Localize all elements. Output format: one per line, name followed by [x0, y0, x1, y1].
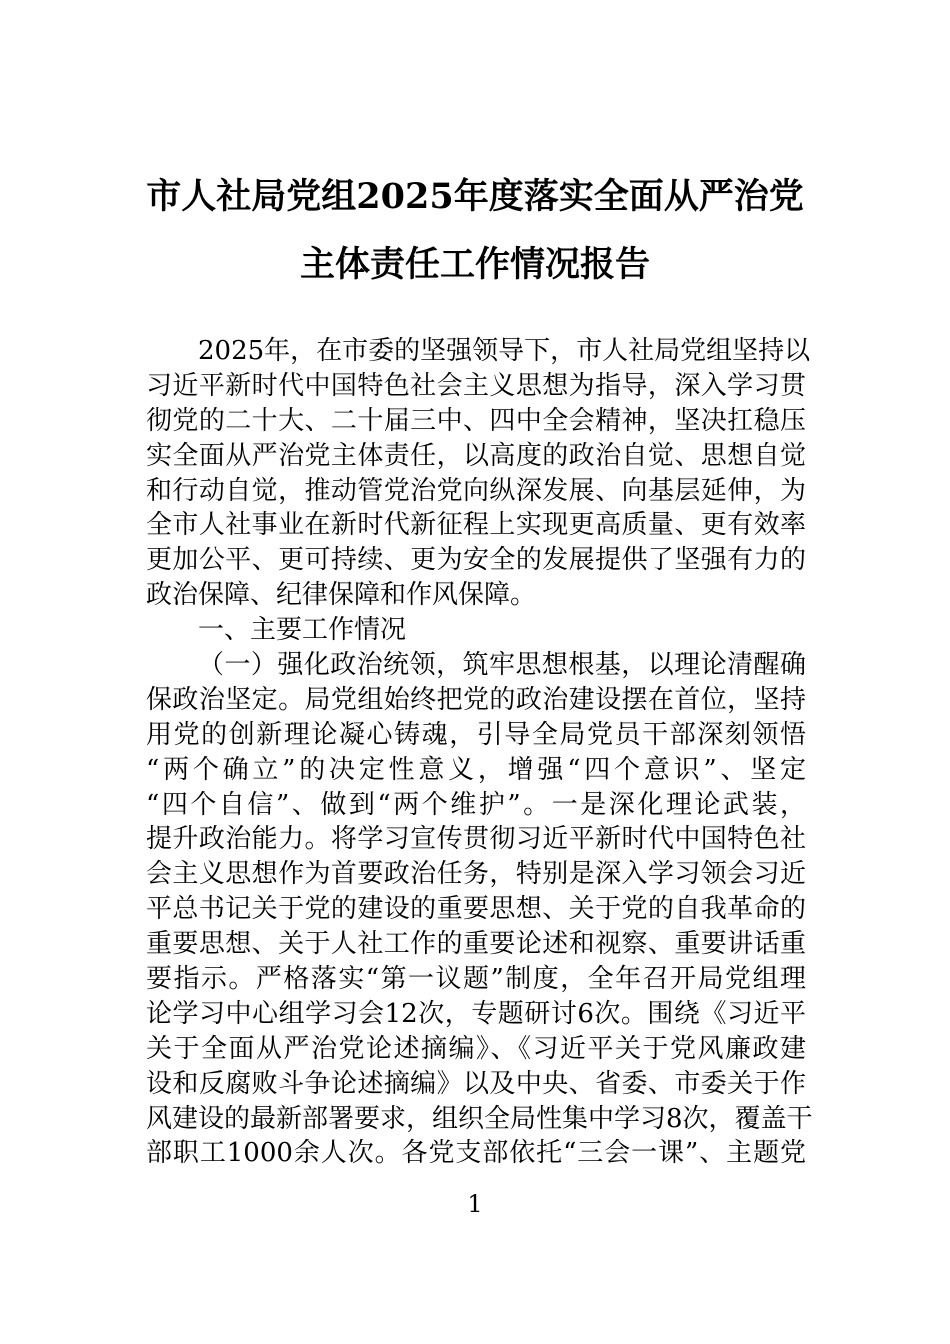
text-line: 保政治坚定。局党组始终把党的政治建设摆在首位，坚持	[146, 684, 806, 715]
text-line: 2025年，在市委的坚强领导下，市人社局党组坚持以	[198, 336, 811, 366]
text-line: 平总书记关于党的建设的重要思想、关于党的自我革命的	[146, 894, 806, 925]
text-line: 风建设的最新部署要求，组织全局性集中学习8次，覆盖干	[146, 1103, 813, 1134]
text-line: 全市人社事业在新时代新征程上实现更高质量、更有效率	[146, 510, 806, 541]
text-line: （一）强化政治统领，筑牢思想根基，以理论清醒确	[198, 650, 806, 681]
document-title-line-1: 市人社局党组2025年度落实全面从严治党	[146, 176, 804, 217]
text-line: 会主义思想作为首要政治任务，特别是深入学习领会习近	[146, 859, 806, 890]
text-line: 和行动自觉，推动管党治党向纵深发展、向基层延伸，为	[146, 475, 806, 506]
text-line: 重要思想、关于人社工作的重要论述和视察、重要讲话重	[146, 929, 806, 960]
text-line: 提升政治能力。将学习宣传贯彻习近平新时代中国特色社	[146, 824, 806, 855]
paragraph-section-1	[146, 648, 813, 1171]
text-line: “两个确立”的决定性意义，增强“四个意识”、坚定	[146, 754, 806, 785]
text-line: 关于全面从严治党论述摘编》、《习近平关于党风廉政建	[146, 1033, 806, 1064]
text-line: 用党的创新理论凝心铸魂，引导全局党员干部深刻领悟	[146, 719, 806, 750]
section-heading	[146, 613, 806, 648]
text-line: “四个自信”、做到“两个维护”。一是深化理论武装，	[146, 789, 806, 820]
document-body	[146, 334, 813, 1171]
text-line: 彻党的二十大、二十届三中、四中全会精神，坚决扛稳压	[146, 405, 806, 436]
paragraph-intro	[146, 334, 811, 613]
text-line: 论学习中心组学习会12次，专题研讨6次。围绕《习近平	[146, 998, 806, 1029]
text-line: 习近平新时代中国特色社会主义思想为指导，深入学习贯	[146, 370, 806, 401]
document-title-line-2: 主体责任工作情况报告	[299, 244, 650, 285]
text-line: 政治保障、纪律保障和作风保障。	[146, 580, 537, 611]
page-number: 1	[467, 1190, 483, 1218]
text-line: 设和反腐败斗争论述摘编》以及中央、省委、市委关于作	[146, 1068, 806, 1099]
section-heading-text: 一、主要工作情况	[198, 615, 407, 646]
text-line: 部职工1000余人次。各党支部依托“三会一课”、主题党	[146, 1138, 806, 1169]
text-line: 更加公平、更可持续、更为安全的发展提供了坚强有力的	[146, 545, 806, 576]
text-line: 实全面从严治党主体责任，以高度的政治自觉、思想自觉	[146, 440, 806, 471]
text-line: 要指示。严格落实“第一议题”制度，全年召开局党组理	[146, 964, 806, 995]
